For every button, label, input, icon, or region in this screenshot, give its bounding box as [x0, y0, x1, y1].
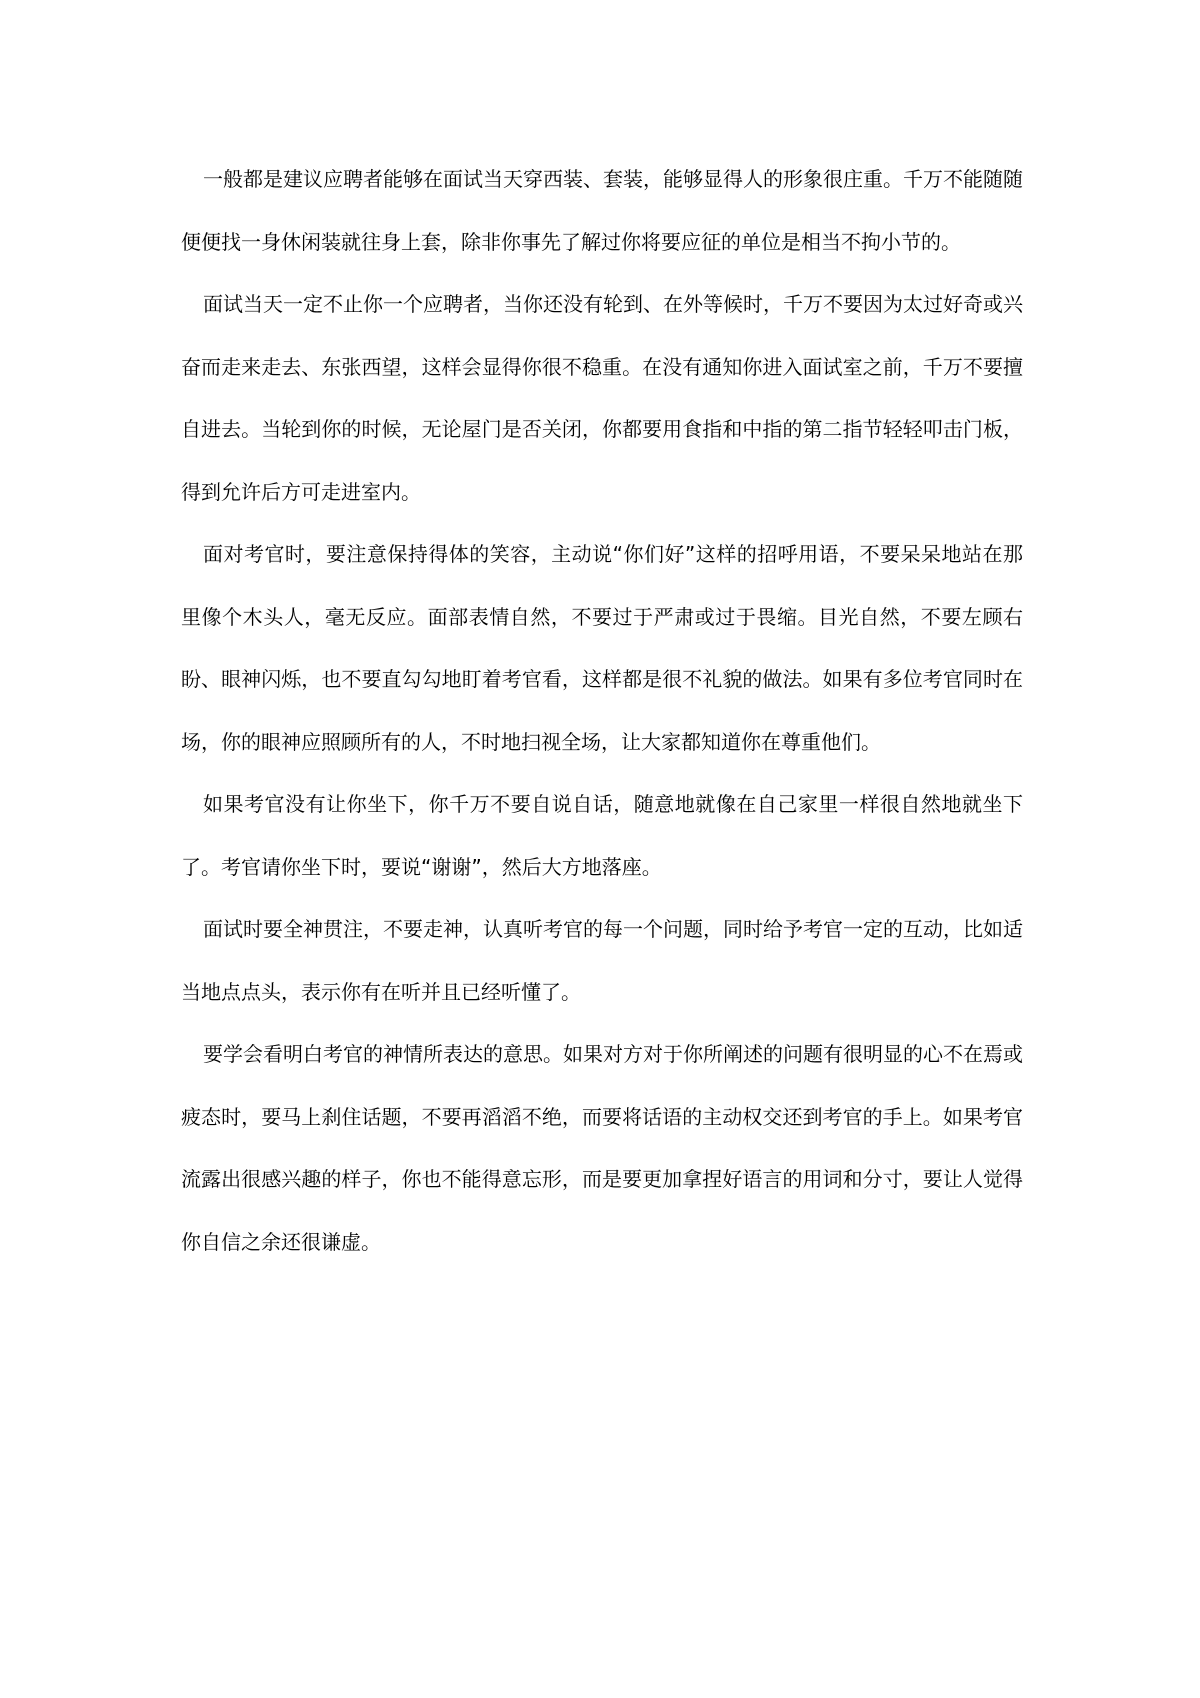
paragraph-waiting: 面试当天一定不止你一个应聘者，当你还没有轮到、在外等候时，千万不要因为太过好奇或兴奋而走来走去、东张西望，这样会显得你很不稳重。在没有通知你进入面试室之前，千万不要擅自进去。当轮到你的时候，无论屋门是否关闭，你都要用食指和中指的第二指节轻轻叩击门板，得到允许后方可走进室内。 — [181, 292, 1023, 504]
paragraph-attention: 面试时要全神贯注，不要走神，认真听考官的每一个问题，同时给予考官一定的互动，比如适当地点点头，表示你有在听并且已经听懂了。 — [181, 917, 1023, 1004]
paragraph-facing-examiners: 面对考官时，要注意保持得体的笑容，主动说“你们好”这样的招呼用语，不要呆呆地站在那里像个木头人，毫无反应。面部表情自然，不要过于严肃或过于畏缩。目光自然，不要左顾右盼、眼神闪烁，也不要直勾勾地盯着考官看，这样都是很不礼貌的做法。如果有多位考官同时在场，你的眼神应照顾所有的人，不时地扫视全场，让大家都知道你在尊重他们。 — [181, 542, 1023, 754]
paragraph-attire: 一般都是建议应聘者能够在面试当天穿西装、套装，能够显得人的形象很庄重。千万不能随随便便找一身休闲装就往身上套，除非你事先了解过你将要应征的单位是相当不拘小节的。 — [181, 167, 1023, 254]
document-body — [181, 148, 1023, 1273]
paragraph-sitting: 如果考官没有让你坐下，你千万不要自说自话，随意地就像在自己家里一样很自然地就坐下了。考官请你坐下时，要说“谢谢”，然后大方地落座。 — [181, 792, 1023, 879]
paragraph-reading-examiner: 要学会看明白考官的神情所表达的意思。如果对方对于你所阐述的问题有很明显的心不在焉或疲态时，要马上刹住话题，不要再滔滔不绝，而要将话语的主动权交还到考官的手上。如果考官流露出很感兴趣的样子，你也不能得意忘形，而是要更加拿捏好语言的用词和分寸，要让人觉得你自信之余还很谦虚。 — [181, 1042, 1023, 1254]
